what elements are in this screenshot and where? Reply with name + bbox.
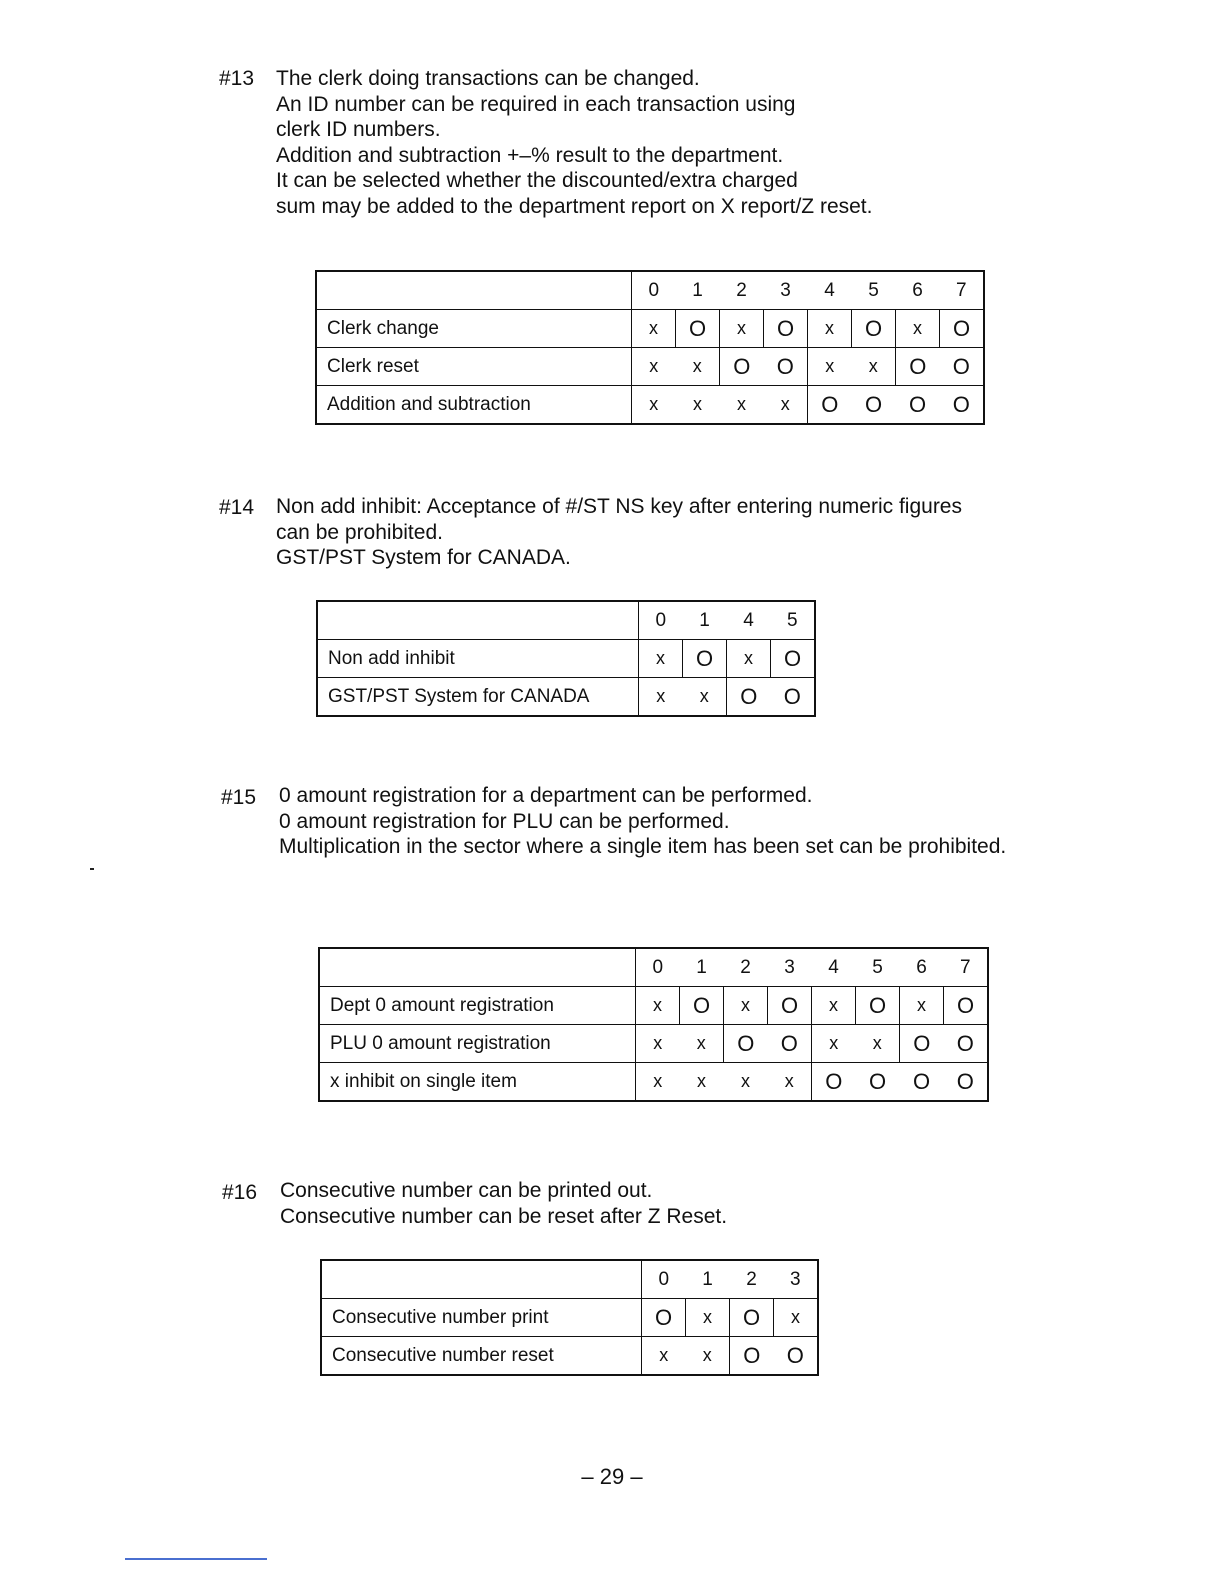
table-row [317,640,815,678]
column-header: 2 [746,1268,757,1290]
setting-mark: x [683,678,727,717]
setting-mark: O [764,310,808,348]
description-line: clerk ID numbers. [276,118,441,141]
row-label: Clerk reset [316,348,632,386]
column-header: 7 [955,279,967,301]
setting-mark: O [856,987,900,1025]
row-label: Non add inhibit [317,640,639,678]
scan-speck [90,868,94,870]
column-header: 3 [784,956,795,978]
column-header: 6 [916,956,927,978]
column-header: 3 [780,279,791,301]
table-header-row [316,271,984,310]
setting-mark: O [727,678,771,717]
setting-mark: O [730,1299,774,1337]
header-empty-cell [319,948,636,987]
column-header: 0 [648,279,660,301]
row-label: Addition and subtraction [316,386,632,425]
setting-mark: x [768,1063,812,1102]
column-header: 1 [702,1268,713,1290]
table-row [321,1337,818,1376]
setting-mark: x [724,987,768,1025]
column-header: 4 [743,609,754,631]
setting-mark: O [944,987,989,1025]
column-header: 0 [655,609,667,631]
setting-mark: x [720,386,764,425]
setting-mark: x [727,640,771,678]
setting-mark: O [774,1337,819,1376]
column-header: 0 [652,956,664,978]
setting-mark: O [768,1025,812,1063]
setting-mark: O [896,386,940,425]
column-header: 0 [658,1268,670,1290]
description-line: can be prohibited. [276,520,443,544]
description-line: sum may be added to the department report on X report/Z reset. [276,194,873,218]
row-label: Consecutive number reset [321,1337,642,1376]
setting-mark: x [900,987,944,1025]
setting-mark: x [636,1025,680,1063]
table-header-row [321,1260,818,1299]
setting-mark: x [639,678,683,717]
column-header: 5 [872,956,883,978]
column-header: 1 [692,279,703,301]
setting-mark: x [680,1025,724,1063]
column-header: 4 [824,279,835,301]
description-line: Multiplication in the sector where a single item has been set can be prohibited. [279,835,1007,858]
description-line: An ID number can be required in each transaction using [276,92,796,116]
description-line: Non add inhibit: Acceptance of #/ST NS key after entering numeric figures [276,495,962,518]
setting-mark: x [676,386,720,425]
setting-mark: O [896,348,940,386]
setting-mark: O [676,310,720,348]
description-line: Consecutive number can be printed out. [280,1179,653,1202]
description-line: It can be selected whether the discounted/extra charged [276,169,798,192]
setting-mark: O [940,348,985,386]
setting-mark: x [632,310,676,348]
setting-mark: x [774,1299,819,1337]
setting-mark: O [720,348,764,386]
setting-mark: x [808,310,852,348]
setting-mark: O [856,1063,900,1102]
setting-mark: O [764,348,808,386]
setting-mark: x [808,348,852,386]
column-header: 2 [740,956,751,978]
column-header: 6 [912,279,923,301]
setting-mark: x [764,386,808,425]
row-label: GST/PST System for CANADA [317,678,639,717]
header-empty-cell [316,271,632,310]
setting-mark: x [642,1337,686,1376]
page-number: – 29 – [581,1464,643,1489]
row-label: x inhibit on single item [319,1063,636,1102]
setting-mark: O [724,1025,768,1063]
description-line: GST/PST System for CANADA. [276,546,571,569]
row-label: PLU 0 amount registration [319,1025,636,1063]
column-header: 5 [786,609,798,631]
column-header: 3 [789,1268,801,1290]
setting-mark: O [642,1299,686,1337]
setting-mark: O [944,1063,989,1102]
setting-mark: O [771,640,816,678]
section-number: #16 [222,1181,258,1204]
setting-mark: x [724,1063,768,1102]
column-header: 1 [699,609,710,631]
table-row [316,386,984,425]
table-row [319,1025,988,1063]
header-empty-cell [317,601,639,640]
setting-mark: O [900,1025,944,1063]
setting-mark: x [720,310,764,348]
option-table [316,600,816,717]
section-number: #13 [219,67,255,90]
table-header-row [319,948,988,987]
column-header: 2 [736,279,747,301]
setting-mark: x [686,1299,730,1337]
setting-mark: x [636,987,680,1025]
setting-mark: O [940,310,985,348]
setting-mark: x [632,348,676,386]
setting-mark: x [636,1063,680,1102]
setting-mark: O [852,310,896,348]
description-line: The clerk doing transactions can be changed. [276,67,700,90]
description-line: 0 amount registration for a department can be performed. [279,784,813,807]
setting-mark: x [639,640,683,678]
setting-mark: x [852,348,896,386]
setting-mark: O [808,386,852,425]
column-header: 1 [696,956,707,978]
footer-rule [125,1558,267,1560]
table-row [316,348,984,386]
section-description [280,1178,727,1229]
setting-mark: O [680,987,724,1025]
setting-mark: x [812,1025,856,1063]
description-line: 0 amount registration for PLU can be performed. [279,809,730,833]
setting-mark: O [940,386,985,425]
setting-mark: O [768,987,812,1025]
table-header-row [317,601,815,640]
setting-mark: x [680,1063,724,1102]
table-row [316,310,984,348]
header-empty-cell [321,1260,642,1299]
column-header: 5 [868,279,879,301]
setting-mark: O [852,386,896,425]
section-number: #15 [221,786,257,809]
setting-mark: O [683,640,727,678]
row-label: Dept 0 amount registration [319,987,636,1025]
section-number: #14 [219,496,255,519]
setting-mark: O [812,1063,856,1102]
setting-mark: O [730,1337,774,1376]
option-table [320,1259,819,1376]
description-line: Consecutive number can be reset after Z Reset. [280,1204,728,1228]
section-description [276,66,872,219]
setting-mark: O [944,1025,989,1063]
section-description [279,783,1006,860]
table-row [317,678,815,717]
description-line: Addition and subtraction +–% result to the department. [276,143,784,167]
setting-mark: x [676,348,720,386]
row-label: Consecutive number print [321,1299,642,1337]
column-header: 7 [959,956,971,978]
option-table [315,270,985,425]
table-row [321,1299,818,1337]
setting-mark: x [856,1025,900,1063]
setting-mark: O [900,1063,944,1102]
setting-mark: x [896,310,940,348]
row-label: Clerk change [316,310,632,348]
table-row [319,1063,988,1102]
section-description [276,494,962,571]
table-row [319,987,988,1025]
setting-mark: x [686,1337,730,1376]
option-table [318,947,989,1102]
setting-mark: O [771,678,816,717]
setting-mark: x [812,987,856,1025]
column-header: 4 [828,956,839,978]
setting-mark: x [632,386,676,425]
